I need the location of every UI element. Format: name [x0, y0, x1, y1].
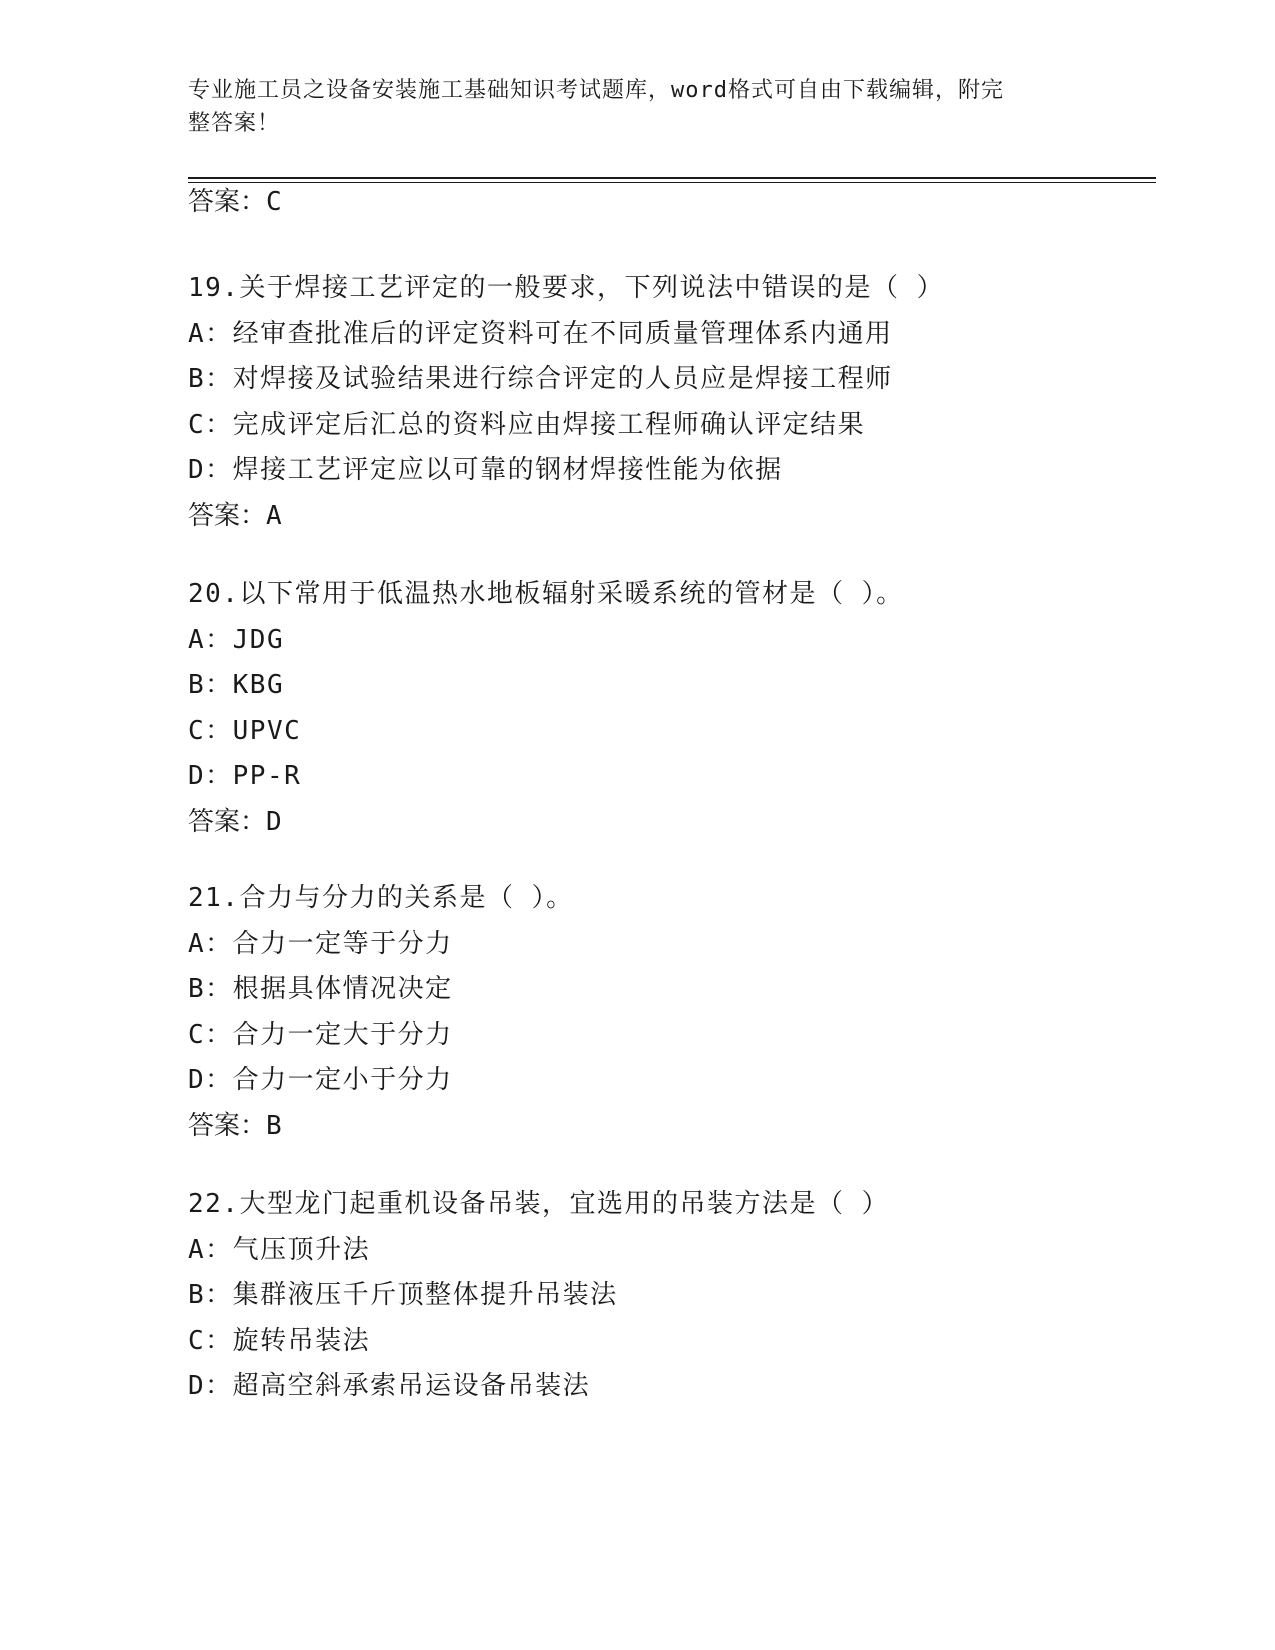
- option-c: C：合力一定大于分力: [188, 1019, 453, 1050]
- answer-label: 答案：C: [188, 187, 282, 217]
- option-a: A：气压顶升法: [188, 1234, 371, 1265]
- option-c: C：UPVC: [188, 715, 302, 746]
- option-a: A：合力一定等于分力: [188, 928, 453, 959]
- option-b: B：KBG: [188, 670, 285, 700]
- answer-label: 答案：A: [188, 500, 282, 531]
- option-c: C：旋转吊装法: [188, 1325, 371, 1356]
- option-d: D：超高空斜承索吊运设备吊装法: [188, 1371, 591, 1401]
- answer-label: 答案：D: [188, 806, 282, 837]
- option-b: B：对焊接及试验结果进行综合评定的人员应是焊接工程师: [188, 364, 893, 394]
- question-stem: 22.大型龙门起重机设备吊装，宜选用的吊装方法是（ ）: [188, 1189, 890, 1219]
- previous-answer-block: [188, 186, 1148, 218]
- option-d: D：PP-R: [188, 761, 302, 791]
- question-stem: 20.以下常用于低温热水地板辐射采暖系统的管材是（ ）。: [188, 579, 904, 609]
- option-a: A：经审查批准后的评定资料可在不同质量管理体系内通用: [188, 318, 893, 349]
- header-divider: [188, 177, 1156, 179]
- option-d: D：合力一定小于分力: [188, 1065, 453, 1095]
- option-b: B：根据具体情况决定: [188, 974, 453, 1004]
- question-22: [188, 1188, 1148, 1416]
- header-line-1: 专业施工员之设备安装施工基础知识考试题库，word格式可自由下载编辑，附完: [188, 78, 1004, 103]
- question-21: [188, 882, 1148, 1142]
- header-line-2: 整答案！: [188, 111, 281, 136]
- question-20: [188, 578, 1148, 838]
- question-stem: 21.合力与分力的关系是（ ）。: [188, 883, 574, 913]
- option-c: C：完成评定后汇总的资料应由焊接工程师确认评定结果: [188, 409, 866, 440]
- option-d: D：焊接工艺评定应以可靠的钢材焊接性能为依据: [188, 455, 783, 485]
- document-header: [188, 74, 1088, 140]
- option-a: A：JDG: [188, 624, 285, 655]
- option-b: B：集群液压千斤顶整体提升吊装法: [188, 1280, 618, 1310]
- question-19: [188, 272, 1148, 532]
- answer-label: 答案：B: [188, 1110, 282, 1141]
- question-stem: 19.关于焊接工艺评定的一般要求，下列说法中错误的是（ ）: [188, 273, 945, 303]
- header-divider-thin: [188, 182, 1156, 183]
